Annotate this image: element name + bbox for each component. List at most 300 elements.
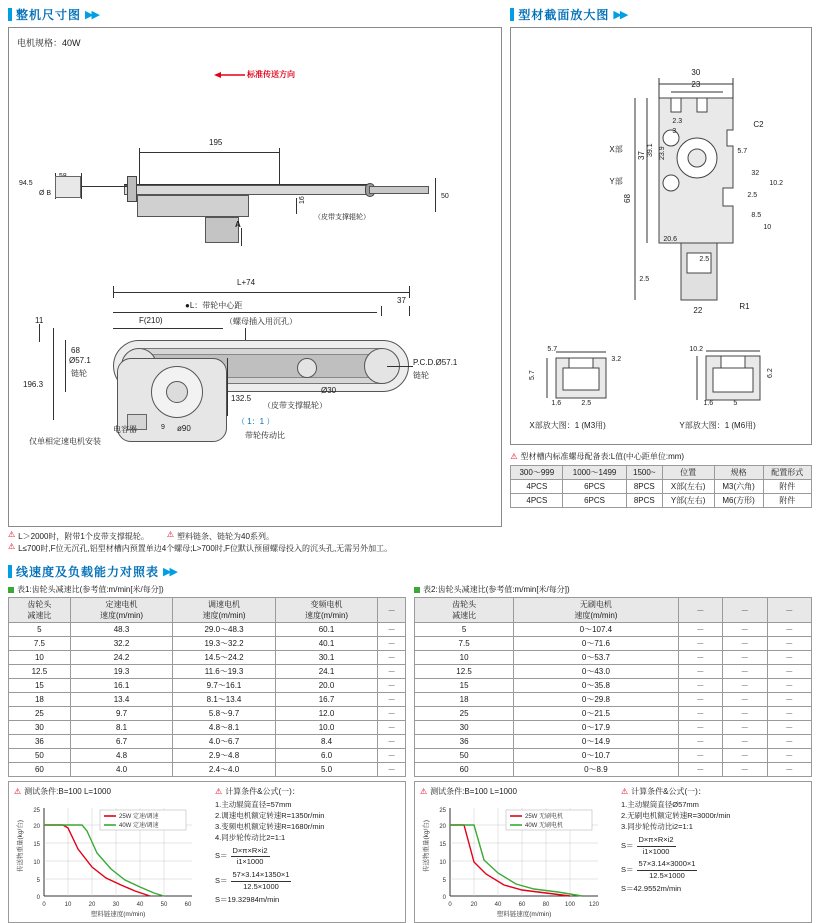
cell: 5.8～9.7	[173, 707, 276, 721]
cell: －	[678, 735, 722, 749]
t2-th-c1	[514, 598, 678, 623]
dim-94-5-label: 94.5	[19, 180, 33, 187]
table1	[8, 597, 406, 777]
formula-frac-2	[231, 870, 292, 893]
dim-5-7-label: 5.7	[737, 148, 748, 155]
cell: 16.1	[70, 679, 173, 693]
section-title: 线速度及负载能力对照表	[16, 565, 160, 579]
cell: 13.4	[70, 693, 173, 707]
cell: 60.1	[275, 623, 378, 637]
x-detail-caption: X部放大图：1 (M3用)	[529, 421, 606, 430]
table-row	[415, 749, 812, 763]
dim-68-label: 68	[71, 346, 80, 355]
svg-text:60: 60	[184, 902, 192, 908]
mid-roller	[297, 358, 317, 378]
square-bullet-icon	[414, 587, 420, 593]
square-bullet-icon	[8, 587, 14, 593]
cell: 20.0	[275, 679, 378, 693]
dim-R1-label: R1	[739, 302, 750, 311]
section-title: 型材截面放大图	[518, 8, 610, 22]
svg-text:15: 15	[33, 842, 40, 848]
warning-triangle-icon: ⚠	[420, 786, 428, 796]
left-test-condition: 测试条件:B=100 L=1000	[24, 787, 111, 796]
dim-68-label: 68	[623, 194, 633, 203]
dim-23-label: 23	[691, 80, 701, 89]
cell: －	[378, 721, 406, 735]
cell: －	[767, 665, 811, 679]
svg-text:0: 0	[42, 902, 46, 908]
right-calc-head	[621, 786, 806, 797]
cell: －	[723, 763, 767, 777]
svg-text:15: 15	[439, 842, 446, 848]
right-test-condition: 测试条件:B=100 L=1000	[430, 787, 517, 796]
table-row	[415, 637, 812, 651]
svg-text:20: 20	[33, 824, 40, 830]
y-dim-6-2-label: 6.2	[767, 368, 775, 378]
note-text: L≤700时,F位无沉孔,铝型材槽内预置单边4个螺母;L>700时,F位默认预留螺母投入的沉头孔,无需另外加工。	[18, 544, 393, 553]
belt-support-roller-callout: （皮带支撑辊轮）	[314, 214, 370, 221]
table-row	[415, 693, 812, 707]
dim-2-3-label: 2.3	[672, 118, 683, 125]
nut-table	[510, 465, 812, 508]
cell: 15	[9, 679, 71, 693]
dim-L74-tick-r	[409, 286, 410, 298]
svg-text:25W 无刷电机: 25W 无刷电机	[525, 814, 564, 820]
note-item	[167, 531, 274, 543]
direction-arrow-icon	[214, 70, 246, 80]
t1-th-c2-l1: 调速电机	[208, 600, 241, 609]
x-dim-1-6-label: 1.6	[551, 400, 562, 407]
nut-table-caption-row	[510, 451, 812, 462]
dim-30-label: Ø30	[321, 386, 337, 395]
table2-block	[414, 584, 812, 923]
cell: X部(左右)	[662, 480, 714, 494]
t1-th-c1-l2: 速度(m/min)	[99, 611, 144, 620]
section-bar-icon	[8, 565, 12, 578]
dim-68-line	[65, 340, 66, 392]
dim-A-label: A	[235, 220, 241, 229]
ratio-value: （ 1：1 ）	[237, 417, 275, 426]
conveying-direction-label: 标准传送方向	[247, 70, 295, 79]
left-calc-block	[215, 786, 400, 918]
cell: －	[767, 623, 811, 637]
cell: 19.3～32.2	[173, 637, 276, 651]
right-extension	[369, 186, 429, 194]
cell: 18	[415, 693, 514, 707]
dim-F210-line	[113, 328, 223, 329]
table1-caption: 表1:齿轮头减速比(参考值:m/min[米/每分])	[17, 585, 164, 594]
belt-support-roller-2-callout: （皮带支撑辊轮）	[263, 401, 327, 410]
section-header-speed-load	[8, 563, 812, 580]
y-part-label: Y部	[609, 177, 623, 186]
speed-load-section	[8, 563, 812, 923]
cell: 50	[415, 749, 514, 763]
dim-F210-label: F(210)	[139, 316, 163, 325]
warning-triangle-icon: ⚠	[8, 530, 16, 539]
dim-132-5-line	[227, 358, 228, 416]
dim-8-5-label: 8.5	[751, 212, 762, 219]
cell: 6PCS	[563, 494, 627, 508]
dim-57-1-label: Ø57.1	[69, 356, 91, 365]
svg-text:0: 0	[442, 895, 446, 901]
formula-num-3: D×π×R×i2	[637, 835, 676, 847]
t1-th-c2-l2: 速度(m/min)	[202, 611, 246, 620]
warning-triangle-icon: ⚠	[215, 786, 223, 796]
cell: 0～29.8	[514, 693, 678, 707]
callout-leader-3	[387, 366, 413, 367]
cell: －	[678, 721, 722, 735]
svg-text:25: 25	[439, 808, 446, 814]
svg-text:80: 80	[542, 902, 550, 908]
table-row	[9, 721, 406, 735]
calc-line: 4.同步轮传动比2=1:1	[215, 832, 286, 842]
left-load-chart-svg	[14, 800, 204, 918]
table-row	[415, 665, 812, 679]
formula-frac-4	[637, 859, 698, 882]
cell: 60	[9, 763, 71, 777]
dim-50-line	[435, 178, 436, 212]
svg-text:5: 5	[442, 878, 446, 884]
cell: 36	[415, 735, 514, 749]
table-row	[9, 651, 406, 665]
note-text: L＞2000时，附带1个皮带支撑辊轮。	[18, 532, 149, 541]
single-phase-note: 仅单相定速电机安装	[29, 437, 101, 446]
cell: M6(方形)	[714, 494, 763, 508]
left-chart	[14, 786, 209, 918]
cell: －	[723, 735, 767, 749]
x-dim-3-2-label: 3.2	[611, 356, 622, 363]
t1-th-c4: －	[378, 598, 406, 623]
svg-text:20: 20	[439, 824, 446, 830]
cell: －	[378, 749, 406, 763]
svg-text:传送物重量(kg/台): 传送物重量(kg/台)	[423, 820, 430, 872]
notes-row-1	[8, 531, 502, 543]
chevron-right-icon: ▶▶	[613, 9, 627, 21]
dim-22-label: 22	[693, 306, 703, 315]
nut-th-0: 300～999	[511, 466, 563, 480]
cell: 7.5	[415, 637, 514, 651]
cell: －	[767, 693, 811, 707]
cell: 19.3	[70, 665, 173, 679]
svg-text:100: 100	[564, 902, 576, 908]
cell: 11.6～19.3	[173, 665, 276, 679]
t1-th-ratio-l1: 齿轮头	[27, 600, 52, 609]
chain-wheel-2-label: 链轮	[413, 371, 429, 380]
cell: 24.1	[275, 665, 378, 679]
svg-text:25W 定速/调速: 25W 定速/调速	[119, 814, 159, 820]
calc-line: 1.主动辊筒直径=57mm	[215, 800, 292, 809]
cell: －	[678, 693, 722, 707]
svg-text:5: 5	[36, 878, 40, 884]
dim-L74-tick-l	[113, 286, 114, 298]
dim-B-label: Ø B	[39, 190, 52, 197]
formula-s-4: S＝	[621, 865, 634, 875]
cell: 8PCS	[626, 494, 662, 508]
dim-10-2-label: 10.2	[769, 180, 783, 187]
dim-195-line	[139, 152, 279, 153]
dim-L74-label: L+74	[237, 278, 256, 287]
cell: 10	[415, 651, 514, 665]
cell: 8.1	[70, 721, 173, 735]
dim-23-9-label: 23.9	[659, 146, 667, 160]
svg-text:20: 20	[470, 902, 478, 908]
formula-4	[621, 859, 806, 882]
table-row	[511, 494, 812, 508]
cell: －	[723, 651, 767, 665]
cell: －	[378, 707, 406, 721]
t1-th-ratio	[9, 598, 71, 623]
cell: 48.3	[70, 623, 173, 637]
table-row	[9, 665, 406, 679]
cell: 10	[9, 651, 71, 665]
dim-2-5-label: 2.5	[747, 192, 758, 199]
cell: －	[767, 679, 811, 693]
cell: 4.8～8.1	[173, 721, 276, 735]
dim-3-label: 3	[672, 128, 677, 135]
cell: 15	[415, 679, 514, 693]
dim-2-5-b-label: 2.5	[699, 256, 710, 263]
cell: 0～71.6	[514, 637, 678, 651]
cell: －	[378, 623, 406, 637]
cell: －	[767, 707, 811, 721]
screw-hole-callout: （螺母插入用沉孔）	[225, 317, 297, 326]
cell: 29.0～48.3	[173, 623, 276, 637]
dim-90-label: ø90	[177, 424, 191, 433]
callout-leader-1	[296, 198, 297, 214]
warning-triangle-icon: ⚠	[14, 786, 22, 796]
y-dim-1-6-label: 1.6	[703, 400, 714, 407]
right-chart	[420, 786, 615, 918]
table-row	[9, 749, 406, 763]
cell: －	[723, 693, 767, 707]
nut-th-1: 1000～1499	[563, 466, 627, 480]
motor-spec-label: 电机规格：40W	[17, 38, 81, 48]
notes-block	[8, 531, 502, 555]
cell: 6PCS	[563, 480, 627, 494]
warning-triangle-icon: ⚠	[8, 542, 16, 551]
svg-text:60: 60	[518, 902, 526, 908]
table2-caption-row	[414, 584, 812, 595]
svg-text:塑料链速度(m/min): 塑料链速度(m/min)	[90, 911, 146, 918]
dim-39-1-label: 39.1	[647, 143, 655, 157]
cell: －	[678, 707, 722, 721]
x-dim-5-7-label: 5.7	[529, 370, 537, 380]
formula-s-3: S＝	[621, 840, 634, 850]
svg-text:30: 30	[112, 902, 120, 908]
y-detail-caption: Y部放大图：1 (M6用)	[679, 421, 756, 430]
dim-132-5-label: 132.5	[231, 394, 252, 403]
cell: 30	[9, 721, 71, 735]
pcd-label: P.C.D.Ø57.1	[413, 358, 458, 367]
right-calc-block	[621, 786, 806, 918]
table1-header-row	[9, 598, 406, 623]
table1-block	[8, 584, 406, 923]
cell: 25	[9, 707, 71, 721]
t2-th-c4: －	[767, 598, 811, 623]
cell: 16.7	[275, 693, 378, 707]
t1-th-c3-l2: 速度(m/min)	[304, 611, 349, 620]
table2	[414, 597, 812, 777]
cell: 40.1	[275, 637, 378, 651]
calc-line: 3.同步轮传动比i2=1:1	[621, 821, 693, 831]
capacitor-label: 电容器	[113, 425, 137, 434]
table-row	[415, 735, 812, 749]
cell: 14.5～24.2	[173, 651, 276, 665]
cell: －	[723, 665, 767, 679]
t2-th-c3: －	[723, 598, 767, 623]
t2-th-ratio-l1: 齿轮头	[452, 600, 477, 609]
cell: 50	[9, 749, 71, 763]
table2-body	[415, 623, 812, 777]
machine-dimension-column	[8, 6, 502, 555]
y-dim-5-label: 5	[733, 400, 738, 407]
dim-11-label: 11	[35, 316, 44, 325]
formula-3	[621, 835, 806, 858]
drive-unit-body	[137, 195, 249, 217]
formula-num-4: 57×3.14×3000×1	[637, 859, 698, 871]
profile-drawing-panel	[510, 27, 812, 445]
t1-th-c1-l1: 定速电机	[105, 600, 138, 609]
dim-L-center-label: ●L：带轮中心距	[185, 301, 243, 310]
chain-wheel-label: 链轮	[71, 369, 87, 378]
cell: 24.2	[70, 651, 173, 665]
right-calc-lines	[621, 800, 806, 895]
svg-text:0: 0	[448, 902, 452, 908]
cell: －	[767, 721, 811, 735]
t2-th-ratio-l2: 减速比	[452, 611, 477, 620]
cell: 12.0	[275, 707, 378, 721]
cell: －	[767, 637, 811, 651]
svg-text:塑料链速度(m/min): 塑料链速度(m/min)	[496, 911, 552, 918]
right-spec-block	[414, 781, 812, 923]
cell: 0～10.7	[514, 749, 678, 763]
table-row	[9, 679, 406, 693]
right-load-chart-svg	[420, 800, 610, 918]
formula-s-1: S＝	[215, 851, 228, 861]
calc-line: 1.主动辊筒直径Ø57mm	[621, 800, 699, 809]
section-bar-icon	[510, 8, 514, 21]
cell: －	[378, 763, 406, 777]
table-row	[9, 735, 406, 749]
left-calc-lines	[215, 800, 400, 906]
cell: 0～14.9	[514, 735, 678, 749]
left-roller	[127, 176, 137, 202]
cell: －	[378, 693, 406, 707]
cell: 12.5	[9, 665, 71, 679]
cell: M3(六角)	[714, 480, 763, 494]
svg-text:10: 10	[64, 902, 72, 908]
t1-th-c3	[275, 598, 378, 623]
table1-caption-row	[8, 584, 406, 595]
note-item	[8, 531, 149, 543]
dim-20-6-label: 20.6	[663, 236, 677, 243]
cell: 5	[415, 623, 514, 637]
table-row	[415, 721, 812, 735]
left-spec-block	[8, 781, 406, 923]
right-calc-title: 计算条件&公式(一)：	[631, 787, 706, 796]
cell: 12.5	[415, 665, 514, 679]
cell: －	[767, 763, 811, 777]
nut-th-5: 配置形式	[763, 466, 811, 480]
cell: 4.0～6.7	[173, 735, 276, 749]
svg-text:40: 40	[494, 902, 502, 908]
nut-th-4: 规格	[714, 466, 763, 480]
section-bar-icon	[8, 8, 12, 21]
cell: －	[378, 665, 406, 679]
table1-body	[9, 623, 406, 777]
chevron-right-icon: ▶▶	[85, 9, 98, 21]
left-cond-head	[14, 786, 209, 797]
cell: －	[767, 749, 811, 763]
note-item	[8, 543, 502, 555]
table-row	[415, 763, 812, 777]
table2-caption: 表2:齿轮头减速比(参考值:m/min[米/每分])	[423, 585, 570, 594]
cell: 5	[9, 623, 71, 637]
cell: 0～21.5	[514, 707, 678, 721]
note-text: 塑料链条、链轮为40系列。	[177, 532, 274, 541]
dim-10-label: 10	[763, 224, 772, 231]
cell: 10.0	[275, 721, 378, 735]
formula-2	[215, 870, 400, 893]
cell: －	[678, 665, 722, 679]
cell: 30	[415, 721, 514, 735]
cell: －	[378, 651, 406, 665]
svg-text:40: 40	[136, 902, 144, 908]
cell: 6.0	[275, 749, 378, 763]
cell: －	[723, 623, 767, 637]
dim-32-label: 32	[751, 170, 760, 177]
cell: 2.9～4.8	[173, 749, 276, 763]
svg-text:25: 25	[33, 808, 40, 814]
left-end-block	[55, 176, 81, 198]
cell: 30.1	[275, 651, 378, 665]
chevron-right-icon: ▶▶	[163, 566, 176, 578]
table-row	[9, 637, 406, 651]
top-row	[8, 6, 812, 555]
table-row	[9, 693, 406, 707]
cell: 8.4	[275, 735, 378, 749]
section-header-machine-dim	[8, 6, 502, 23]
warning-triangle-icon: ⚠	[621, 786, 629, 796]
table-row	[511, 480, 812, 494]
formula-num-2: 57×3.14×1350×1	[231, 870, 292, 882]
svg-text:10: 10	[33, 860, 40, 866]
dim-2-5-c-label: 2.5	[639, 276, 650, 283]
formula-s-2: S＝	[215, 876, 228, 886]
formula-num-1: D×π×R×i2	[231, 846, 270, 858]
cell: 5.0	[275, 763, 378, 777]
cell: 6.7	[70, 735, 173, 749]
dim-C2-label: C2	[753, 120, 764, 129]
cell: 32.2	[70, 637, 173, 651]
cell: 7.5	[9, 637, 71, 651]
table2-header-row	[415, 598, 812, 623]
section-header-profile	[510, 6, 812, 23]
t2-th-c1-l1: 无刷电机	[579, 600, 612, 609]
cell: －	[767, 651, 811, 665]
calc-line: 3.变频电机额定转速R=1680r/min	[215, 821, 325, 831]
cell: 4PCS	[511, 480, 563, 494]
left-calc-head	[215, 786, 400, 797]
x-dim-2-5-label: 2.5	[581, 400, 592, 407]
t1-th-c2	[173, 598, 276, 623]
formula-den-4: 12.5×1000	[649, 871, 685, 881]
dim-195-tick-right	[279, 148, 280, 184]
cell: 0～43.0	[514, 665, 678, 679]
cell: 9.7～16.1	[173, 679, 276, 693]
cell: 2.4～4.0	[173, 763, 276, 777]
cell: －	[723, 637, 767, 651]
